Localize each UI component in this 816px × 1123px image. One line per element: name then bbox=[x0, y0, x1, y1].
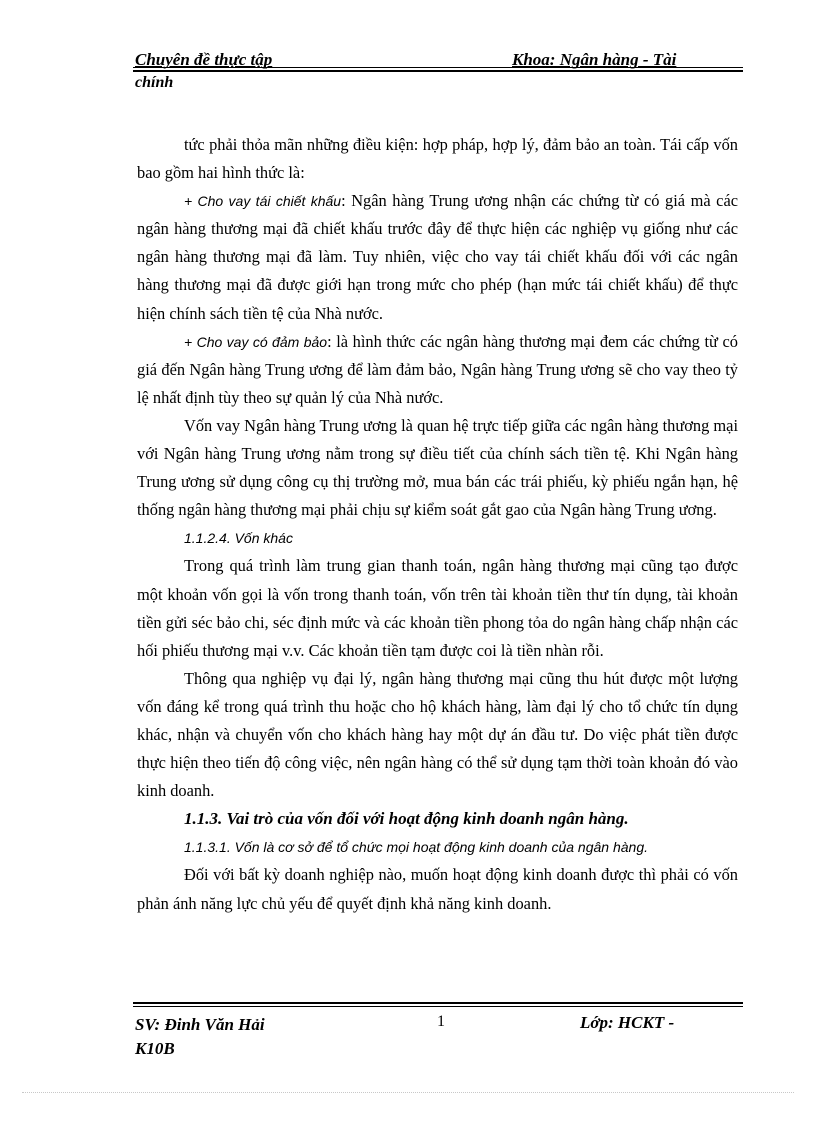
paragraph-text: : Ngân hàng Trung ương nhận các chứng từ có giá mà các ngân hàng thương mại đã chiết khấu trước đây để thực hiện các nghiệp vụ giống như các ngân hàng thương mại đã làm. Tuy nhiên, việc cho vay tái chiết khấu đối với các ngân hàng thương mại đã được giới hạn trong mức cho phép (hạn mức tái chiết khấu) để thực hiện chính sách tiền tệ của Nhà nước. bbox=[137, 191, 738, 323]
paragraph bbox=[137, 328, 738, 412]
paragraph: Thông qua nghiệp vụ đại lý, ngân hàng thương mại cũng thu hút được một lượng vốn đáng kể trong quá trình thu hoặc cho hộ khách hàng, làm đại lý cho tổ chức tín dụng khác, nhận và chuyển vốn cho khách hàng hay một dự án đầu tư. Do việc phát tiền được thực hiện theo tiến độ công việc, nên ngân hàng có thể sử dụng tạm thời toàn khoản đó vào kinh doanh. bbox=[137, 668, 738, 801]
term-label: + Cho vay có đảm bảo bbox=[184, 333, 328, 350]
paragraph: tức phải thỏa mãn những điều kiện: hợp pháp, hợp lý, đảm bảo an toàn. Tái cấp vốn bao gồm hai hình thức là: bbox=[137, 135, 738, 183]
paragraph bbox=[137, 187, 738, 327]
paragraph-text: : là hình thức các ngân hàng thương mại đem các chứng từ có giá đến Ngân hàng Trung ương để làm đảm bảo, Ngân hàng Trung ương sẽ cho vay theo tỷ lệ nhất định tùy theo sự quản lý của Nhà nước. bbox=[137, 331, 738, 407]
subsection-heading: 1.1.3.1. Vốn là cơ sở để tổ chức mọi hoạt động kinh doanh của ngân hàng. bbox=[184, 839, 649, 856]
header-rule bbox=[133, 67, 743, 68]
section-heading: 1.1.3. Vai trò của vốn đối với hoạt động kinh doanh ngân hàng. bbox=[184, 809, 629, 829]
document-body bbox=[137, 131, 738, 918]
footer-rule bbox=[133, 1006, 743, 1007]
paragraph: Vốn vay Ngân hàng Trung ương là quan hệ trực tiếp giữa các ngân hàng thương mại với Ngân hàng Trung ương nằm trong sự điều tiết của chính sách tiền tệ. Khi Ngân hàng Trung ương sử dụng công cụ thị trường mở, mua bán các trái phiếu, kỳ phiếu ngắn hạn, hệ thống ngân hàng thương mại phải chịu sự kiểm soát gắt gao của Ngân hàng Trung ương. bbox=[137, 415, 738, 520]
footer-student bbox=[135, 1013, 265, 1061]
footer-student-name: SV: Đinh Văn Hải bbox=[135, 1015, 265, 1034]
footer-student-class: K10B bbox=[135, 1039, 175, 1058]
footer-rule-thick bbox=[133, 1002, 743, 1004]
header-rule-thick bbox=[133, 70, 743, 72]
page-boundary bbox=[22, 1092, 794, 1093]
term-label: + Cho vay tái chiết khấu bbox=[184, 193, 342, 210]
header-title-left: Chuyên đề thực tập bbox=[135, 50, 273, 69]
paragraph: Đối với bất kỳ doanh nghiệp nào, muốn hoạt động kinh doanh được thì phải có vốn phản ánh năng lực chủ yếu để quyết định khả năng kinh doanh. bbox=[137, 865, 738, 913]
page-number: 1 bbox=[437, 1013, 445, 1030]
footer-class: Lớp: HCKT - bbox=[580, 1013, 675, 1032]
subsection-heading: 1.1.2.4. Vốn khác bbox=[184, 530, 293, 547]
header-title-right: Khoa: Ngân hàng - Tài bbox=[512, 50, 677, 69]
header-title-continuation: chính bbox=[135, 74, 174, 91]
paragraph: Trong quá trình làm trung gian thanh toán, ngân hàng thương mại cũng tạo được một khoản vốn gọi là vốn trong thanh toán, vốn trên tài khoản tiền thư tín dụng, tài khoản tiền gửi séc bảo chi, séc định mức và các khoản tiền phong tỏa do ngân hàng chấp nhận các hối phiếu thương mại v.v. Các khoản tiền tạm được coi là tiền nhàn rỗi. bbox=[137, 556, 738, 660]
